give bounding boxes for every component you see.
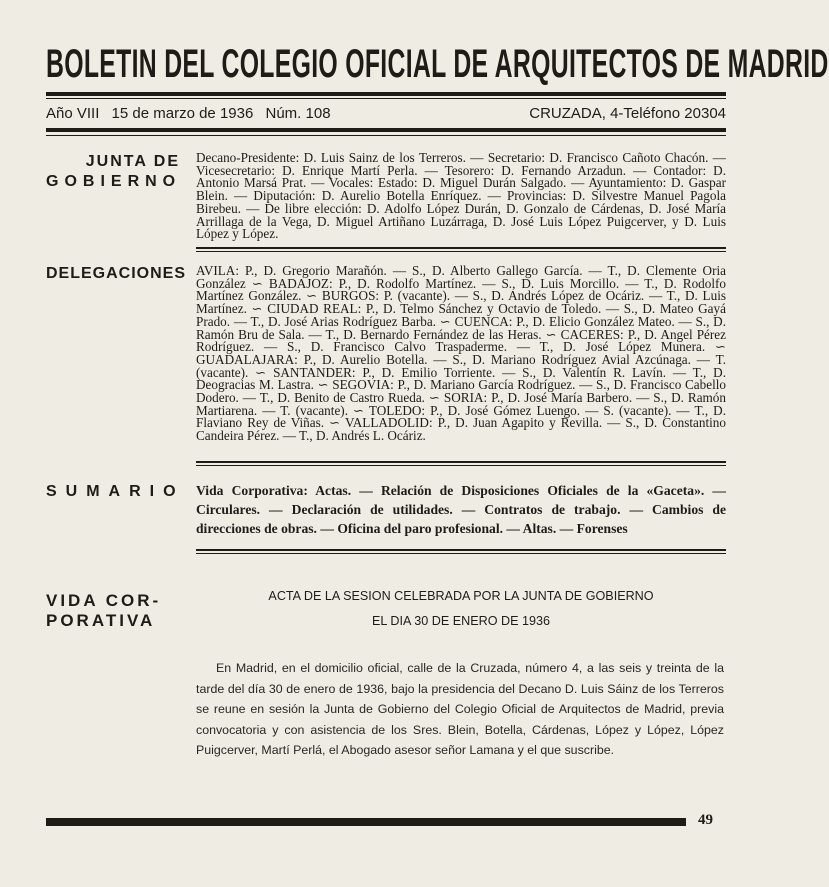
acta-title: ACTA DE LA SESION CELEBRADA POR LA JUNTA DE GOBIERNO xyxy=(268,589,654,603)
issue-year: Año VIII xyxy=(46,105,100,122)
acta-date: EL DIA 30 DE ENERO DE 1936 xyxy=(371,614,551,628)
junta-text: Decano-Presidente: D. Luis Sainz de los Terreros. — Secretario: D. Francisco Cañoto Chacón. — Vicesecretario: D. Enrique Martí Perla. — Tesorero: D. Fernando Arzadun. — Contador: D. Antonio Marsá Prat. — Vocales: Estado: D. Miguel Durán Salgado. — Ayuntamiento: D. Gaspar Blein. — Diputación: D. Aurelio Botella Enríquez. — Provincias: D. Silvestre Manuel Pagola Birebeu. — De libre elección: D. Adolfo López Durán, D. Gonzalo de Cárdenas, D. José María Arrillaga de la Vega, D. Miguel Artiñano Luzárraga, D. José Luis López Puigcerver, y D. Luis López y López. xyxy=(196,150,726,242)
delegaciones-label: DELEGACIONES xyxy=(46,265,187,282)
issue-rule-bottom xyxy=(46,128,726,132)
delegaciones-text: AVILA: P., D. Gregorio Marañón. — S., D. Alberto Gallego García. — T., D. Clemente Oria González ∽ BADAJOZ: P., D. Rodolfo Martínez. — S., D. Luis Morcillo. — T., D. Rodolfo Martínez González. ∽ BURGOS: P. (vacante). — S., D. Andrés López de Ocáriz. — T., D. Luis Martínez. ∽ CIUDAD REAL: P., D. Telmo Sánchez y Octavio de Toledo. — S., D. Mateo Gayá Prado. — T., D. José Arias Rodríguez Barba. ∽ CUENCA: P., D. Elicio González Mateo. — S., D. Ramón Bru de Sala. — T., D. Bernardo Fernández de las Heras. ∽ CACERES: P., D. Angel Pérez Rodríguez. — S., D. Francisco Calvo Traspaderme. — T., D. José López Munera. ∽ GUADALAJARA: P., D. Aurelio Botella. — S., D. Mariano Rodríguez Avial Azcúnaga. — T. (vacante). ∽ SANTANDER: P., D. Emilio Torriente. — S., D. Valentín R. Lavín. — T., D. Deogracias M. Lastra. ∽ SEGOVIA: P., D. Mariano García Rodríguez. — S., D. Francisco Cabello Dodero. — T., D. Benito de Castro Rueda. ∽ SORIA: P., D. José María Barbero. — S., D. Ramón Martiarena. — T. (vacante). ∽ TOLEDO: P., D. José Gómez Luengo. — S. (vacante). — T., D. Flaviano Rey de Viñas. ∽ VALLADOLID: P., D. Juan Agapito y Revilla. — S., D. Constantino Candeira Pérez. — T., D. Andrés L. Ocáriz. xyxy=(196,263,726,444)
masthead-title: BOLETIN DEL COLEGIO OFICIAL DE ARQUITECTOS DE MADRID xyxy=(46,42,829,86)
issue-meta xyxy=(46,103,339,125)
sumario-text: Vida Corporativa: Actas. — Relación de Disposiciones Oficiales de la «Gaceta». — Circulares. — Declaración de utilidades. — Contratos de trabajo. — Cambios de direcciones de obras. — Oficina del paro profesional. — Altas. — Forenses xyxy=(196,483,726,536)
delegaciones-rule-thin xyxy=(196,465,726,466)
vida-label xyxy=(46,591,180,631)
masthead-rule-top xyxy=(46,92,726,96)
vida-label-line1: VIDA COR- xyxy=(46,591,162,610)
issue-date: 15 de marzo de 1936 xyxy=(111,105,254,122)
issue-line xyxy=(46,103,726,125)
sumario-label: SUMARIO xyxy=(46,483,185,500)
page-number: 49 xyxy=(698,812,713,828)
junta-label xyxy=(46,152,180,192)
junta-label-line2: GOBIERNO xyxy=(46,173,182,190)
footer-bar xyxy=(46,818,686,826)
delegaciones-rule xyxy=(196,461,726,463)
junta-label-line1: JUNTA DE xyxy=(85,153,180,170)
junta-rule xyxy=(196,247,726,249)
issue-number: Núm. 108 xyxy=(265,105,331,122)
issue-rule-thin xyxy=(46,135,726,136)
vida-label-line2: PORATIVA xyxy=(46,611,156,630)
sumario-rule-thin xyxy=(196,553,726,554)
masthead-rule-thin xyxy=(46,98,726,99)
acta-body: En Madrid, en el domicilio oficial, calle de la Cruzada, número 4, a las seis y treinta de la tarde del día 30 de enero de 1936, bajo la presidencia del Decano D. Luis Sáinz de los Terreros se reune en sesión la Junta de Gobierno del Colegio Oficial de Arquitectos de Madrid, previa convocatoria y con asistencia de los Sres. Blein, Botella, Cárdenas, López y López, López Puigcerver, Martí Perlá, el Abogado asesor señor Lamana y el que suscribe. xyxy=(196,661,724,758)
issue-address: CRUZADA, 4-Teléfono 20304 xyxy=(529,105,726,122)
junta-rule-thin xyxy=(196,251,726,252)
sumario-rule xyxy=(196,549,726,551)
